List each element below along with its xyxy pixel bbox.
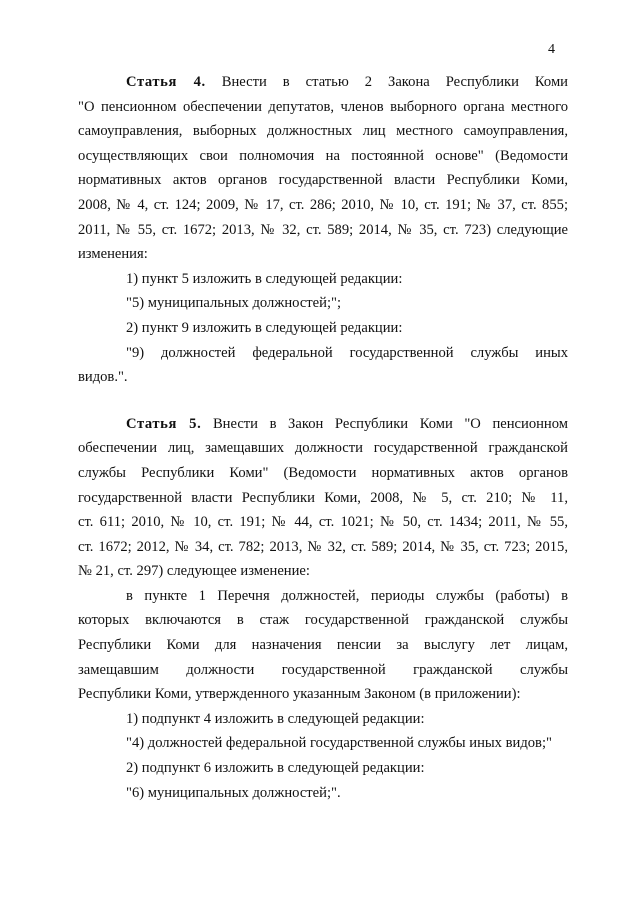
article-5-line-6: ст. 1672; 2012, № 34, ст. 782; 2013, № 32, ст. 589; 2014, № 35, ст. 723; 2015, bbox=[78, 538, 568, 555]
article-4-line-3: самоуправления, выборных должностных лиц местного самоуправления, bbox=[78, 123, 568, 140]
article-5-line-4: государственной власти Республики Коми, 2008, № 5, ст. 210; № 11, bbox=[78, 489, 568, 506]
article-4-title: Статья 4. bbox=[126, 74, 206, 90]
article-5-title: Статья 5. bbox=[126, 415, 202, 432]
article-4-item-4: "9) должностей федеральной государственной службы иных bbox=[126, 344, 568, 361]
article-5-paragraph-line-1: в пункте 1 Перечня должностей, периоды службы (работы) в bbox=[126, 587, 568, 604]
article-5-line-5: ст. 611; 2010, № 10, ст. 191; № 44, ст. 1021; № 50, ст. 1434; 2011, № 55, bbox=[78, 514, 568, 531]
article-4-line-2: "О пенсионном обеспечении депутатов, членов выборного органа местного bbox=[78, 98, 568, 115]
article-4-item-3: 2) пункт 9 изложить в следующей редакции: bbox=[126, 319, 403, 336]
article-5-paragraph-line-5: Республики Коми, утвержденного указанным Законом (в приложении): bbox=[78, 686, 521, 703]
article-4-item-5: видов.". bbox=[78, 369, 128, 386]
article-4-line-6: 2008, № 4, ст. 124; 2009, № 17, ст. 286; 2010, № 10, ст. 191; № 37, ст. 855; bbox=[78, 196, 568, 213]
page-number: 4 bbox=[548, 42, 555, 57]
article-5-line-7: № 21, ст. 297) следующее изменение: bbox=[78, 563, 310, 580]
document-body bbox=[78, 70, 568, 805]
article-5-line-2: обеспечении лиц, замещавших должности государственной гражданской bbox=[78, 440, 568, 457]
article-5-item-3: 2) подпункт 6 изложить в следующей редакции: bbox=[126, 760, 425, 777]
article-5-paragraph-line-2: которых включаются в стаж государственной гражданской службы bbox=[78, 612, 568, 629]
article-4-line-4: осуществляющих свои полномочия на постоянной основе" (Ведомости bbox=[78, 147, 568, 164]
article-4-line-7: 2011, № 55, ст. 1672; 2013, № 32, ст. 589; 2014, № 35, ст. 723) следующие bbox=[78, 221, 568, 238]
article-4-item-2: "5) муниципальных должностей;"; bbox=[126, 295, 342, 312]
article-5-paragraph-line-3: Республики Коми для назначения пенсии за выслугу лет лицам, bbox=[78, 637, 568, 654]
article-4-line-1: Внести в статью 2 Закона Республики Коми bbox=[221, 74, 568, 90]
article-5-item-1: 1) подпункт 4 изложить в следующей редакции: bbox=[126, 710, 425, 727]
article-4-line-8: изменения: bbox=[78, 246, 148, 263]
article-5-item-4: "6) муниципальных должностей;". bbox=[126, 784, 341, 801]
article-5-heading-line bbox=[78, 412, 568, 437]
article-5-line-3: службы Республики Коми" (Ведомости нормативных актов органов bbox=[78, 464, 568, 481]
article-4-line-5: нормативных актов органов государственной власти Республики Коми, bbox=[78, 172, 568, 189]
article-5-paragraph-line-4: замещавшим должности государственной гражданской службы bbox=[78, 661, 568, 678]
article-5-item-2: "4) должностей федеральной государственной службы иных видов;" bbox=[126, 735, 552, 752]
article-5-line-1: Внести в Закон Республики Коми "О пенсионном bbox=[212, 415, 568, 432]
article-4-heading-line bbox=[78, 70, 568, 95]
article-4-item-1: 1) пункт 5 изложить в следующей редакции: bbox=[126, 270, 403, 287]
article-gap bbox=[78, 390, 568, 412]
